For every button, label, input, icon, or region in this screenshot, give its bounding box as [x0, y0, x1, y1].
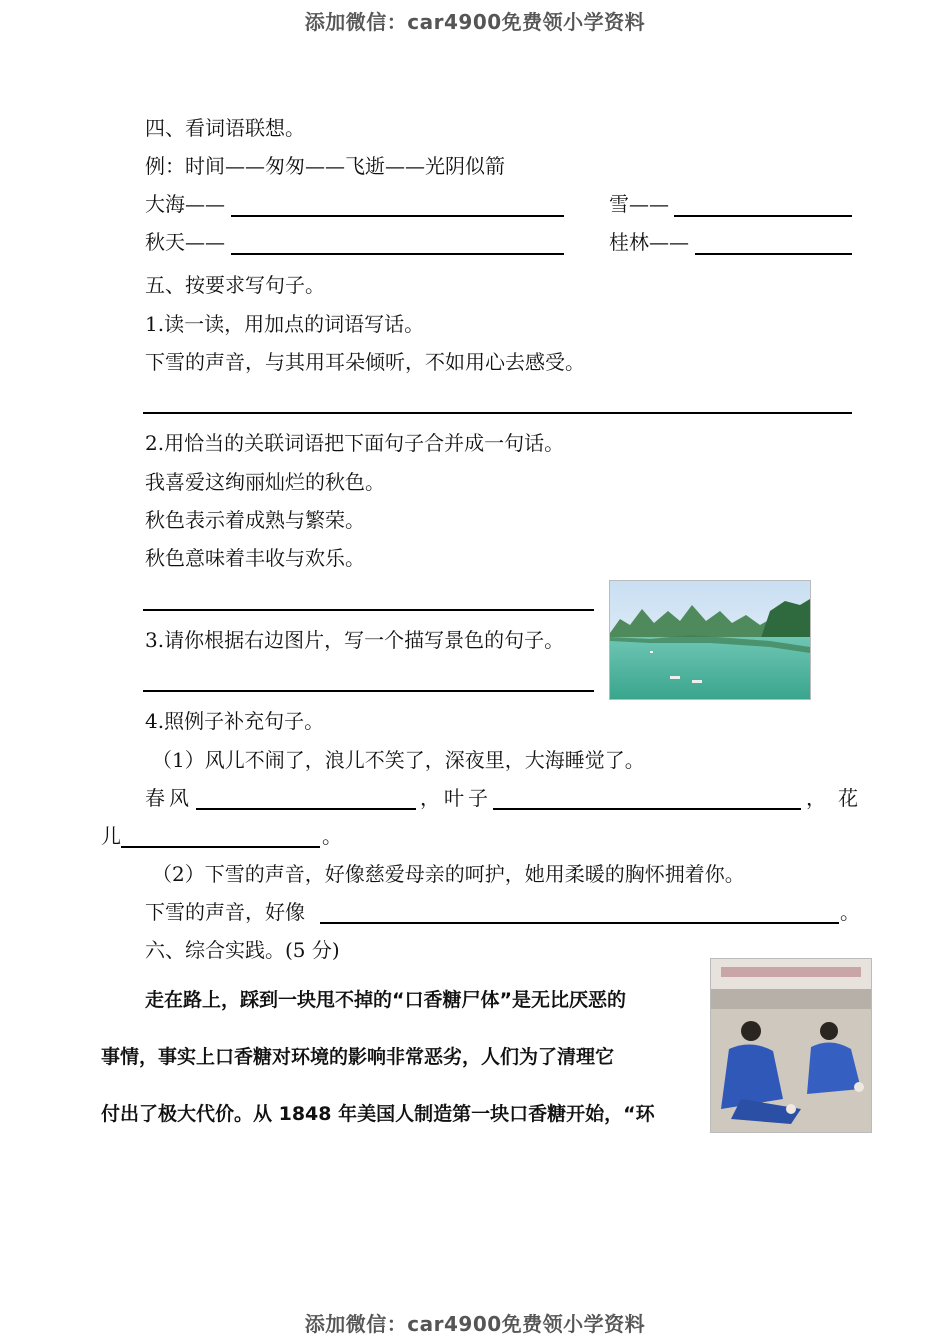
q4-fill1-end: 。	[322, 824, 342, 848]
q4-fill2-end: 。	[840, 900, 860, 924]
answer-line-snow[interactable]	[674, 215, 852, 217]
q4-fill1-line-c[interactable]	[121, 846, 320, 848]
q4-example-1: （1）风儿不闹了，浪儿不笑了，深夜里，大海睡觉了。	[152, 748, 645, 772]
section4-item-snow: 雪——	[609, 192, 669, 216]
q4-example-2: （2）下雪的声音，好像慈爱母亲的呵护，她用柔暖的胸怀拥着你。	[152, 862, 745, 886]
watermark-top: 添加微信：car4900免费领小学资料	[304, 10, 646, 34]
q4-fill1-spring-wind: 春风	[145, 786, 193, 810]
section6-para-line-2: 事情，事实上口香糖对环境的影响非常恶劣，人们为了清理它	[101, 1046, 615, 1068]
section4-item-sea: 大海——	[145, 192, 225, 216]
q4-fill1-er: 儿	[101, 824, 121, 848]
q4-fill2-line[interactable]	[320, 922, 839, 924]
q4-fill1-flower: ，花	[806, 786, 870, 810]
gum-cleaning-workers-image	[710, 958, 872, 1133]
q3-prompt: 3.请你根据右边图片，写一个描写景色的句子。	[145, 628, 565, 652]
section6-title: 六、综合实践。(5 分)	[145, 938, 340, 962]
section4-item-autumn: 秋天——	[145, 230, 225, 254]
section4-title: 四、看词语联想。	[145, 116, 305, 140]
q2-line-1: 我喜爱这绚丽灿烂的秋色。	[145, 470, 385, 494]
q2-line-3: 秋色意味着丰收与欢乐。	[145, 546, 365, 570]
q2-prompt: 2.用恰当的关联词语把下面句子合并成一句话。	[145, 431, 565, 455]
river-landscape-image	[609, 580, 811, 700]
section4-item-guilin: 桂林——	[609, 230, 689, 254]
q2-answer-line[interactable]	[143, 609, 594, 611]
q4-fill1-leaves: ，叶子	[420, 786, 492, 810]
q4-fill2-lead: 下雪的声音，好像	[145, 900, 305, 924]
section5-title: 五、按要求写句子。	[145, 273, 325, 297]
q1-answer-line[interactable]	[143, 412, 852, 414]
answer-line-guilin[interactable]	[695, 253, 852, 255]
section6-para-line-3: 付出了极大代价。从 1848 年美国人制造第一块口香糖开始，“环	[101, 1103, 655, 1125]
q2-line-2: 秋色表示着成熟与繁荣。	[145, 508, 365, 532]
q4-fill1-line-a[interactable]	[196, 808, 416, 810]
q1-sentence: 下雪的声音，与其用耳朵倾听，不如用心去感受。	[145, 350, 585, 374]
q3-answer-line[interactable]	[143, 690, 594, 692]
q1-prompt: 1.读一读，用加点的词语写话。	[145, 312, 425, 336]
watermark-bottom: 添加微信：car4900免费领小学资料	[304, 1312, 646, 1336]
answer-line-sea[interactable]	[231, 215, 564, 217]
answer-line-autumn[interactable]	[231, 253, 564, 255]
section4-example: 例：时间——匆匆——飞逝——光阴似箭	[145, 154, 505, 178]
section6-para-line-1: 走在路上，踩到一块甩不掉的“口香糖尸体”是无比厌恶的	[145, 989, 626, 1011]
watermark-top-sub	[0, 34, 950, 44]
q4-prompt: 4.照例子补充句子。	[145, 709, 325, 733]
q4-fill1-line-b[interactable]	[493, 808, 801, 810]
